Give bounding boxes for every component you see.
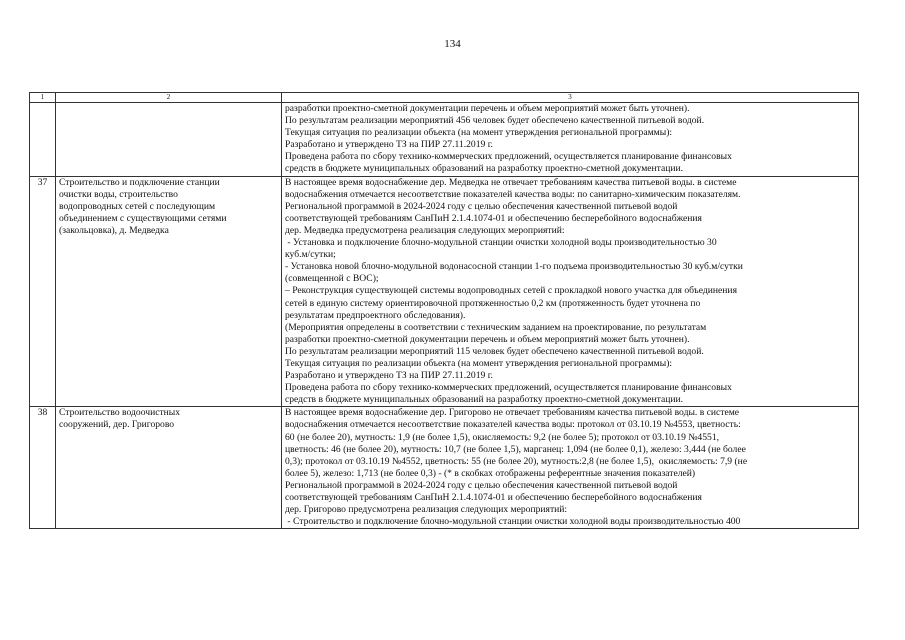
measure-name-line: (закольцовка), д. Медведка — [59, 224, 169, 236]
description-line: средств в бюджете муниципальных образований на разработку проектно-сметной документации. — [285, 394, 684, 406]
description-line: разработки проектно-сметной документации перечень и объем мероприятий может быть уточнен). — [285, 103, 690, 114]
measure-name-line: очистки воды, строительство — [59, 188, 178, 200]
description-line: дер. Медведка предусмотрена реализация следующих мероприятий: — [285, 224, 565, 236]
description-cell — [282, 407, 859, 529]
header-cell-1: 1 — [30, 93, 56, 103]
description-line: Разработано и утверждено ТЗ на ПИР 27.11.2019 г. — [285, 370, 493, 382]
description-line: По результатам реализации мероприятий 115 человек будет обеспечено качественной питьевой водой. — [285, 345, 704, 357]
measure-name-line: водопроводных сетей с последующим — [59, 200, 216, 212]
row-number-cell: 37 — [30, 176, 56, 407]
description-line: водоснабжения отмечается несоответствие показателей качества воды: протокол от 03.10.19 №4553, цветность: — [285, 419, 741, 431]
description-line: В настоящее время водоснабжение дер. Медведка не отвечает требованиям качества питьевой воды. в системе — [285, 176, 737, 188]
table-row — [30, 407, 859, 529]
description-cell — [282, 103, 859, 177]
measure-name-cell — [56, 103, 282, 177]
description-line: Разработано и утверждено ТЗ на ПИР 27.11.2019 г. — [285, 139, 493, 151]
description-line: соответствующей требованиям СанПиН 2.1.4.1074-01 и обеспечению бесперебойного водоснабжения — [285, 492, 702, 503]
table-row — [30, 176, 859, 407]
description-line: (совмещенной с ВОС); — [285, 273, 379, 285]
measure-name-line: Строительство и подключение станции — [59, 176, 220, 188]
description-line: - Установка и подключение блочно-модульной станции очистки холодной воды производительностью 30 — [285, 237, 717, 249]
table-row — [30, 103, 859, 177]
measure-name-cell — [56, 407, 282, 529]
header-cell-3: 3 — [282, 93, 859, 103]
description-line: - Установка новой блочно-модульной водонасосной станции 1-го подъема производительностью 30 куб.м/сутки — [285, 261, 743, 273]
description-line: – Реконструкция существующей системы водопроводных сетей с прокладкой нового участка для объединения — [285, 285, 737, 297]
description-line: Текущая ситуация по реализации объекта (на момент утверждения региональной программы): — [285, 357, 673, 369]
description-line: водоснабжения отмечается несоответствие показателей качества воды: по санитарно-химическим показателям. — [285, 188, 741, 200]
page-number: 134 — [444, 38, 461, 50]
description-line: разработки проектно-сметной документации перечень и объем мероприятий может быть уточнен). — [285, 333, 690, 345]
table-header-row — [30, 93, 859, 103]
description-line: куб.м/сутки; — [285, 249, 336, 261]
description-line: (Мероприятия определены в соответствии с техническим заданием на проектирование, по результатам — [285, 321, 707, 333]
measure-name-line: объединением с существующими сетями — [59, 212, 227, 224]
measure-name-line: сооружений, дер. Григорово — [59, 419, 175, 431]
description-line: цветность: 46 (не более 20), мутность: 10,7 (не более 1,5), марганец: 1,094 (не более 0,1), железо: 3,444 (не более — [285, 443, 746, 455]
description-line: - Строительство и подключение блочно-модульной станции очистки холодной воды производительностью 400 — [285, 516, 741, 528]
description-line: более 5), железо: 1,713 (не более 0,3) - (* в скобках отображены референтные значения показателей) — [285, 467, 696, 479]
description-line: В настоящее время водоснабжение дер. Григорово не отвечает требованиям качества питьевой воды. в системе — [285, 407, 740, 419]
measure-name-cell — [56, 176, 282, 407]
description-line: 60 (не более 20), мутность: 1,9 (не более 1,5), окисляемость: 9,2 (не более 5); протокол от 03.10.19 №4551, — [285, 431, 720, 443]
description-line: По результатам реализации мероприятий 456 человек будет обеспечено качественной питьевой водой. — [285, 115, 705, 127]
description-line: 0,3); протокол от 03.10.19 №4552, цветность: 55 (не более 20), мутность:2,8 (не более 1,5), окисляемость: 7,9 (не — [285, 455, 748, 467]
description-line: Региональной программой в 2024-2024 году с целью обеспечения качественной питьевой водой — [285, 479, 678, 491]
description-line: соответствующей требованиям СанПиН 2.1.4.1074-01 и обеспечению бесперебойного водоснабжения — [285, 212, 702, 224]
description-line: сетей в единую систему ориентировочной протяженностью 0,2 км (протяженность будет уточнена по — [285, 297, 701, 309]
program-table — [29, 92, 859, 529]
description-line: дер. Григорово предусмотрена реализация следующих мероприятий: — [285, 504, 568, 516]
header-cell-2: 2 — [56, 93, 282, 103]
description-cell — [282, 176, 859, 407]
description-line: Проведена работа по сбору технико-коммерческих предложений, осуществляется планирование финансовых — [285, 382, 732, 394]
description-line: результатам предпроектного обследования). — [285, 309, 466, 321]
description-line: Текущая ситуация по реализации объекта (на момент утверждения региональной программы): — [285, 127, 673, 139]
row-number-cell: 38 — [30, 407, 56, 529]
description-line: Региональной программой в 2024-2024 году с целью обеспечения качественной питьевой водой — [285, 200, 678, 212]
description-line: Проведена работа по сбору технико-коммерческих предложений, осуществляется планирование финансовых — [285, 151, 732, 163]
description-line: средств в бюджете муниципальных образований на разработку проектно-сметной документации. — [285, 163, 684, 175]
row-number-cell — [30, 103, 56, 177]
measure-name-line: Строительство водоочистных — [59, 407, 181, 419]
